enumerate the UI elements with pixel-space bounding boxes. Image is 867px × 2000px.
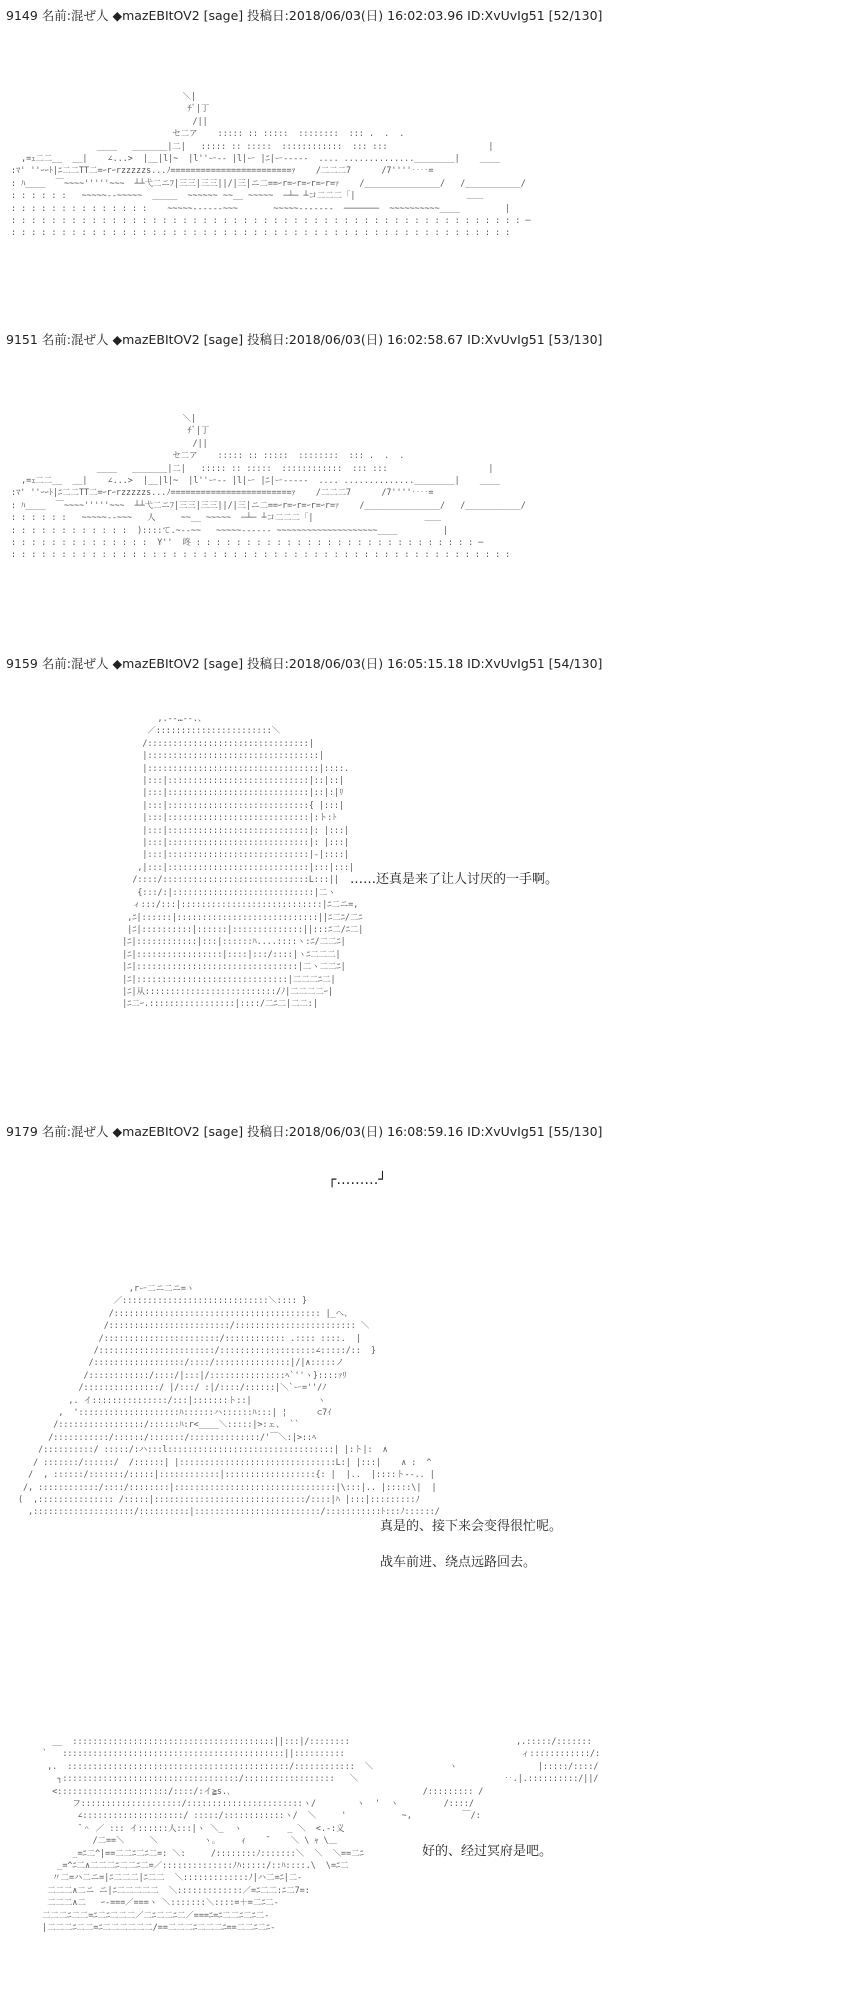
ascii-art-warship-hit: ＼| ﾁﾞ|丁 /|| セ二ア ::::: :: ::::: :::::::: ::: . . . ____ _______|二| ::::: :: ::::: :::::::::::: ::: ::: | ,=ｪ二二__ __| ∠...> |__|l|~ |l''ー-- |l|ー |ﾆ|ー----- .... ..............________| ____ :ﾏ' ''ｰｰﾄ|ﾆ二二TT二=ｰrｰrzzzzzs...ﾉ========================ｧ /二二二7 /7''''‥‥= : ﾊ____ ￣~~~~'''''~~~ ┴┴弋二ニﾌ|三三|三三||/|三|ニ二==ｰr=ｰr=ｰr=ｰr=ｧ /_______________/ /___________/ : : : : : : ~~~~~--~~~ 人 ~~__ ~~~~~ ─┴─ ┴コ二二二「| ＿＿ : : : : : : : : : : : : )::::て.~--~~ ~~~~~------ ~~~~~~~~~~~~~~~~~~~~____ | : : : : : : : : : : : : : : Y'' 咚 : : : : : : : : : : : : : : : : : : : : : : : : : : : : ─ : : : : : : : : : : : : : : : : : : : : : : : : : : : : : : : : : : : : : : : : : : : : : : : : : : xyxy=(11,413,526,560)
dialogue-line: 好的、经过冥府是吧。 xyxy=(422,1844,553,1859)
ascii-art-figure-back: ,.-‐…‐-.、 ／:::::::::::::::::::::::＼ /::::::::::::::::::::::::::::::::| |::::::::::::::::::::::::::::::::::| |::::::::::::::::::::::::::::::::::|::::. |:::|::::::::::::::::::::::::::::|::|::| |:::|::::::::::::::::::::::::::::|::|:|ﾘ |:::|::::::::::::::::::::::::::::{ |:::| |:::|::::::::::::::::::::::::::::|:ト:ﾄ |:::|::::::::::::::::::::::::::::|: |:::| |:::|::::::::::::::::::::::::::::|: |:::| |:::|::::::::::::::::::::::::::::|-|::::| ,|:::|::::::::::::::::::::::::::::|:::|:::| /::::/:::::::::::::::::::::::::::::L:::|| {:::/:|::::::::::::::::::::::::::::|二ヽ ィ:::/:::|::::::::::::::::::::::::::::|ﾆ二ニ=, ,ﾆ|::::::|::::::::::::::::::::::::::::||ﾆ二ﾆ/二ﾆ |ﾆ|::::::::::|::::::|::::::::::::::||:::ﾆ二/ﾆ二| |ﾆ|::::::::::::|:::|::::::ﾊ....::::ヽ:ﾆ/二二ﾆ| |ﾆ|:::::::::::::::::|::::|:::/::::|ヽﾆ二二二| |ﾆ|::::::::::::::::::::::::::::::::|二ヽ二二ﾆ| |ﾆ|::::::::::::::::::::::::::::::|二二二ﾆ二| |ﾆ|从::::::::::::::::::::::::::/ﾉ|二二二二ｰ| |ﾆ二ｰ.:::::::::::::::::|::::/二ﾆ二|二二:| xyxy=(122,713,364,1009)
post-header-9159: 9159 名前:混ぜ人 ◆mazEBItOV2 [sage] 投稿日:2018/06/03(日) 16:05:15.18 ID:XvUvIg51 [54/130] xyxy=(6,656,603,671)
post-header-9151: 9151 名前:混ぜ人 ◆mazEBItOV2 [sage] 投稿日:2018/06/03(日) 16:02:58.67 ID:XvUvIg51 [53/130] xyxy=(6,332,603,347)
narration-bracket: ┌………┘ xyxy=(328,1172,387,1188)
post-header-9149: 9149 名前:混ぜ人 ◆mazEBItOV2 [sage] 投稿日:2018/06/03(日) 16:02:03.96 ID:XvUvIg51 [52/130] xyxy=(6,8,603,23)
dialogue-line: 真是的、接下来会变得很忙呢。 xyxy=(380,1519,563,1534)
ascii-art-battle-scene: __ ::::::::::::::::::::::::::::::::::::::::||:::|/:::::::: ,.:::::/::::::: ` ::::::::::::::::::::::::::::::::::::::::::::||:::::::::: ィ::::::::::::/: ,. ::::::::::::::::::::::::::::::::::::::::::::/:::::::::::: ＼ ヽ |:::::/::::/ ┐:::::::::::::::::::::::::::::::::::/:::::::::::::::::: ＼ ‥.|.::::::::::/||/ <::::::::::::::::::::::/::::/:イ≧s.､ /::::::::: / フ::::::::::::::::::::/:::::::::::::::::::::::ヽ/ ヽ ' ヽ /::::/ ∠::::::::::::::::::::/ :::::/::::::::::::ヽ/ ＼ ' ~, ￣/: ̄ ＾ ／ ::: イ::::::人:::|ヽ ＼_ ヽ _ ＼ <.-:义 /二==＼ ＼ ヽ｡ ｨ ¯ ＼ \ ｬ \＿ _=ﾆ二^|==二二ﾆ二ﾆ二=: ＼: /::::::::ﾉ:::::::＼ ＼ ＼==二ﾆ _=^ﾆ二∧二二二ﾆ二二ﾆ二=／::::::::::::::ﾉﾊ:::::/::ﾊ::::.\ \=ﾆ二 〃二=ハ二ニ=|ﾆ二二二|ﾆ二二 ＼:::::::::::::ﾉ|ハ二=ﾆ|二- 二二二∧二ニ ニ|ﾆ二二二二二 ＼:::::::::::::／=ﾆ二二:ﾆ二7=: 二二二∧二 ｰ-===／===ヽ ＼:::::::＼::::=＋=二ﾆ二- 二二二ﾆ二二=ﾆ二ﾆ二二二／二ﾆ二二ﾆ二／===ﾆ=ﾆ二二ﾆ二ﾆ二- |二二二ﾆ二二=ﾆ二二二二二二/==二二二ﾆ二二二ﾆ==二二ﾆ二ﾆ- xyxy=(42,1736,601,1933)
ascii-art-warship: ＼| ﾁﾞ|丁 /|| セ二ア ::::: :: ::::: :::::::: ::: . . . ____ _______|二| ::::: :: ::::: :::::::::::: ::: ::: | ,=ｪ二二__ __| ∠...> |__|l|~ |l''ー-- |l|ー |ﾆ|ー----- .... ..............________| ____ :ﾏ' ''ｰｰﾄ|ﾆ二二TT二=ｰrｰrzzzzzs...ﾉ========================ｧ /二二二7 /7''''‥‥= : ﾊ____ ￣~~~~'''''~~~ ┴┴弋二ニﾌ|三三|三三||/|三|ニ二==ｰr=ｰr=ｰr=ｰr=ｧ /_______________/ /___________/ : : : : : : ~~~~~--~~~~~ _____ ~~~~~~ ~~__ ~~~~~ ─┴─ ┴コ二二二「| ＿＿ : : : : : : : : : : : : : : ~~~~~------~~~ ~~~~~------- ─────── ~~~~~~~~~~____ | : : : : : : : : : : : : : : : : : : : : : : : : : : : : : : : : : : : : : : : : : : : : : : : : : : : ─ : : : : : : : : : : : : : : : : : : : : : : : : : : : : : : : : : : : : : : : : : : : : : : : : : : xyxy=(11,91,531,238)
post-header-9179: 9179 名前:混ぜ人 ◆mazEBItOV2 [sage] 投稿日:2018/06/03(日) 16:08:59.16 ID:XvUvIg51 [55/130] xyxy=(6,1124,603,1139)
ascii-art-figure-profile: ,rー二ニ二ニ=ヽ ／:::::::::::::::::::::::::::::＼:::: } /::::::::::::::::::::::::::::::::::::::::: |_へ、 /::::::::::::::::::::::::/:::::::::::::::::::::::: ＼ /:::::::::::::::::::::::/:::::::::::: .:::: ::::. | /:::::::::::::::::::::::/:::::::::::::::::::∠:::::/:: } /::::::::::::::::::/::::/:::::::::::::::|/|∧:::::ノ /::::::::::::/::::/|:::|/:::::::::::::::ﾍ`''ヽ}::::ｧﾘ /:::::::::::::::/ |/:::/ :|/::::/::::::|＼`ー=''/ﾉ ,. イ:::::::::::::::/:::|:::::::ト::| ヽ , '::::::::::::::::::::ﾊ::::::ハ::::::ﾊ:::| ¦ ⊂7ｲ /:::::::::::::::::/::::::ﾊ:r<____＼:::::|>:ェ、 `` /:::::::::::/::::::/:::::::/::::::::::::::/'￣＼:|>::ﾍ /::::::::::/ :::::/:ハ:::l:::::::::::::::::::::::::::::::::| |:ト|: ∧ / :::::::/::::::/ /::::::| |:::::::::::::::::::::::::::::::L:| |:::| ∧ : ^ / , ::::::/:::::::/:::::|::::::::::::|::::::::::::::::::{: | |.. |::::ト--.. | /, ::::::::::::/::::/::::::::|::::::::::::::::::::::::::::::::|\:::|.. |:::::\| | ( ,::::::::::::::: /:::::|::::::::::::::::::::::::::::::/::::|ﾊ |:::|:::::::::ﾉ ,::::::::::::::::::::/::::::::::|:::::::::::::::::::::::::/:::::::::::ﾄ:::ﾉ::::::/ xyxy=(18,1283,440,1517)
dialogue-line: 战车前进、绕点远路回去。 xyxy=(380,1555,537,1570)
dialogue-line: ……还真是来了让人讨厌的一手啊。 xyxy=(350,872,559,887)
